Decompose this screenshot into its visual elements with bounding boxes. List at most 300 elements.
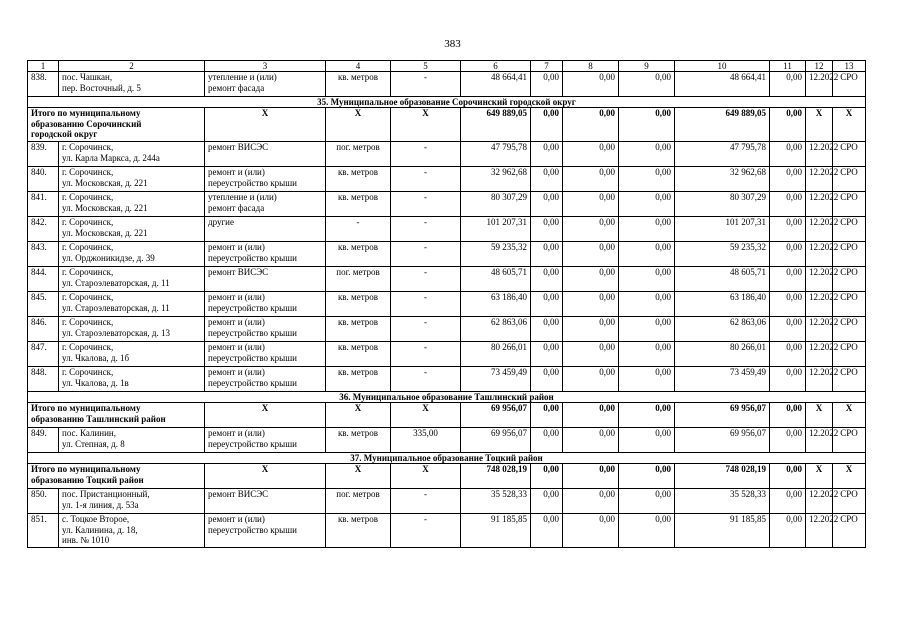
address xyxy=(59,367,205,392)
section-header-row xyxy=(28,97,866,108)
fund-1: 0,00 xyxy=(531,428,563,453)
address-line: ул. Староэлеваторская, д. 11 xyxy=(62,277,170,288)
method: Х xyxy=(833,108,866,142)
fund-2: 0,00 xyxy=(563,167,619,192)
owners-funds: 91 185,85 xyxy=(675,514,770,548)
address xyxy=(59,167,205,192)
address xyxy=(59,217,205,242)
work-type-line: ремонт и (или) xyxy=(208,242,265,252)
work-type xyxy=(205,292,326,317)
table-row xyxy=(28,292,866,317)
fund-1: 0,00 xyxy=(531,267,563,292)
method: СРО xyxy=(833,292,866,317)
row-number: 843. xyxy=(28,242,59,267)
fund-1: 0,00 xyxy=(531,292,563,317)
fund-2: 0,00 xyxy=(563,292,619,317)
row-number: 847. xyxy=(28,342,59,367)
method: СРО xyxy=(833,242,866,267)
fund-2: 0,00 xyxy=(563,267,619,292)
work-type-line: ремонт и (или) xyxy=(208,514,265,524)
fund-3: 0,00 xyxy=(619,142,675,167)
fund-3: 0,00 xyxy=(619,317,675,342)
column-number: 2 xyxy=(59,61,205,72)
fund-1: 0,00 xyxy=(531,108,563,142)
address xyxy=(59,342,205,367)
quantity: - xyxy=(391,217,461,242)
fund-2: 0,00 xyxy=(563,242,619,267)
quantity: - xyxy=(391,242,461,267)
work-type xyxy=(205,428,326,453)
fund-3: 0,00 xyxy=(619,514,675,548)
quantity: 335,00 xyxy=(391,428,461,453)
total-cost: 91 185,85 xyxy=(461,514,531,548)
work-type-line: переустройство крыши xyxy=(208,377,297,388)
row-number: 850. xyxy=(28,489,59,514)
other-funds: 0,00 xyxy=(770,514,806,548)
column-number: 3 xyxy=(205,61,326,72)
fund-3: 0,00 xyxy=(619,242,675,267)
work-type-line: ремонт и (или) xyxy=(208,367,265,377)
work-type: Х xyxy=(205,464,326,489)
address-line: ул. Карла Маркса, д. 244а xyxy=(62,152,160,163)
work-type-line: переустройство крыши xyxy=(208,252,297,263)
work-type-line: ремонт ВИСЭС xyxy=(208,267,269,277)
table-row xyxy=(28,367,866,392)
work-type-line: ремонт ВИСЭС xyxy=(208,489,269,499)
total-cost: 80 266,01 xyxy=(461,342,531,367)
subtotal-label-line: городской округ xyxy=(31,129,98,139)
page-number: 383 xyxy=(444,38,461,50)
work-type-line: переустройство крыши xyxy=(208,177,297,188)
address-line: пос. Чашкан, xyxy=(62,72,113,82)
completion-date: 12.2022 xyxy=(806,489,833,514)
method: СРО xyxy=(833,317,866,342)
unit: кв. метров xyxy=(326,242,391,267)
fund-3: 0,00 xyxy=(619,292,675,317)
address-line: ул. Староэлеваторская, д. 13 xyxy=(62,327,170,338)
address xyxy=(59,514,205,548)
address-line: г. Сорочинск, xyxy=(62,217,114,227)
fund-3: 0,00 xyxy=(619,267,675,292)
total-cost: 69 956,07 xyxy=(461,403,531,428)
other-funds: 0,00 xyxy=(770,217,806,242)
work-type-line: утепление и (или) xyxy=(208,192,277,202)
owners-funds: 35 528,33 xyxy=(675,489,770,514)
method: СРО xyxy=(833,514,866,548)
other-funds: 0,00 xyxy=(770,464,806,489)
work-type xyxy=(205,342,326,367)
completion-date: 12.2022 xyxy=(806,72,833,97)
completion-date: 12.2022 xyxy=(806,167,833,192)
work-type-line: ремонт ВИСЭС xyxy=(208,142,269,152)
total-cost: 32 962,68 xyxy=(461,167,531,192)
work-type xyxy=(205,267,326,292)
address-line: пос. Калинин, xyxy=(62,428,116,438)
other-funds: 0,00 xyxy=(770,72,806,97)
completion-date: Х xyxy=(806,403,833,428)
address xyxy=(59,267,205,292)
fund-1: 0,00 xyxy=(531,192,563,217)
fund-1: 0,00 xyxy=(531,242,563,267)
fund-1: 0,00 xyxy=(531,342,563,367)
address-line: ул. Московская, д. 221 xyxy=(62,177,148,188)
other-funds: 0,00 xyxy=(770,242,806,267)
method: СРО xyxy=(833,367,866,392)
address-line: ул. 1-я линия, д. 53а xyxy=(62,499,139,510)
completion-date: 12.2022 xyxy=(806,242,833,267)
address-line: ул. Московская, д. 221 xyxy=(62,227,148,238)
total-cost: 69 956,07 xyxy=(461,428,531,453)
unit: Х xyxy=(326,464,391,489)
address xyxy=(59,428,205,453)
method: СРО xyxy=(833,267,866,292)
address-line: ул. Чкалова, д. 1в xyxy=(62,377,129,388)
address-line: г. Сорочинск, xyxy=(62,292,114,302)
address-line: ул. Степная, д. 8 xyxy=(62,438,125,449)
unit: кв. метров xyxy=(326,342,391,367)
total-cost: 73 459,49 xyxy=(461,367,531,392)
quantity: - xyxy=(391,267,461,292)
subtotal-label xyxy=(28,464,205,489)
address xyxy=(59,142,205,167)
column-number: 12 xyxy=(806,61,833,72)
other-funds: 0,00 xyxy=(770,292,806,317)
work-type xyxy=(205,489,326,514)
unit: - xyxy=(326,217,391,242)
table-row xyxy=(28,72,866,97)
table-row xyxy=(28,514,866,548)
work-type xyxy=(205,242,326,267)
work-type-line: ремонт фасада xyxy=(208,202,265,213)
fund-1: 0,00 xyxy=(531,367,563,392)
quantity: - xyxy=(391,142,461,167)
fund-2: 0,00 xyxy=(563,367,619,392)
row-number: 838. xyxy=(28,72,59,97)
work-type: Х xyxy=(205,403,326,428)
address-line: с. Тоцкое Второе, xyxy=(62,514,130,524)
method: СРО xyxy=(833,142,866,167)
fund-3: 0,00 xyxy=(619,403,675,428)
fund-1: 0,00 xyxy=(531,217,563,242)
fund-2: 0,00 xyxy=(563,317,619,342)
quantity: Х xyxy=(391,464,461,489)
fund-2: 0,00 xyxy=(563,142,619,167)
section-title: 37. Муниципальное образование Тоцкий район xyxy=(28,453,866,464)
column-number: 6 xyxy=(461,61,531,72)
owners-funds: 101 207,31 xyxy=(675,217,770,242)
fund-3: 0,00 xyxy=(619,342,675,367)
column-number: 8 xyxy=(563,61,619,72)
row-number: 844. xyxy=(28,267,59,292)
subtotal-row xyxy=(28,464,866,489)
work-type-line: ремонт и (или) xyxy=(208,342,265,352)
column-number: 4 xyxy=(326,61,391,72)
total-cost: 47 795,78 xyxy=(461,142,531,167)
total-cost: 48 664,41 xyxy=(461,72,531,97)
fund-1: 0,00 xyxy=(531,403,563,428)
work-type-line: другие xyxy=(208,217,234,227)
table-row xyxy=(28,428,866,453)
column-number: 11 xyxy=(770,61,806,72)
work-type xyxy=(205,72,326,97)
fund-2: 0,00 xyxy=(563,464,619,489)
quantity: - xyxy=(391,342,461,367)
fund-2: 0,00 xyxy=(563,72,619,97)
fund-3: 0,00 xyxy=(619,489,675,514)
address-line: ул. Орджоникидзе, д. 39 xyxy=(62,252,155,263)
subtotal-label-line: образованию Сорочинский xyxy=(31,118,142,129)
fund-2: 0,00 xyxy=(563,217,619,242)
subtotal-label xyxy=(28,403,205,428)
method: СРО xyxy=(833,342,866,367)
row-number: 846. xyxy=(28,317,59,342)
address-line: ул. Чкалова, д. 1б xyxy=(62,352,130,363)
table-row xyxy=(28,217,866,242)
completion-date: Х xyxy=(806,464,833,489)
unit: кв. метров xyxy=(326,72,391,97)
quantity: - xyxy=(391,292,461,317)
unit: кв. метров xyxy=(326,514,391,548)
address xyxy=(59,192,205,217)
section-header-row xyxy=(28,392,866,403)
completion-date: 12.2022 xyxy=(806,342,833,367)
address-line: г. Сорочинск, xyxy=(62,267,114,277)
total-cost: 649 889,05 xyxy=(461,108,531,142)
address xyxy=(59,292,205,317)
owners-funds: 649 889,05 xyxy=(675,108,770,142)
subtotal-label-line: Итого по муниципальному xyxy=(31,108,141,118)
owners-funds: 62 863,06 xyxy=(675,317,770,342)
owners-funds: 69 956,07 xyxy=(675,428,770,453)
subtotal-row xyxy=(28,108,866,142)
subtotal-row xyxy=(28,403,866,428)
address-line: пер. Восточный, д. 5 xyxy=(62,82,141,93)
row-number: 841. xyxy=(28,192,59,217)
capital-repair-table xyxy=(27,60,866,548)
subtotal-label-line: Итого по муниципальному xyxy=(31,403,141,413)
other-funds: 0,00 xyxy=(770,142,806,167)
completion-date: 12.2022 xyxy=(806,142,833,167)
unit: Х xyxy=(326,403,391,428)
address xyxy=(59,72,205,97)
address-line: г. Сорочинск, xyxy=(62,192,114,202)
unit: пог. метров xyxy=(326,489,391,514)
owners-funds: 47 795,78 xyxy=(675,142,770,167)
column-number: 7 xyxy=(531,61,563,72)
unit: Х xyxy=(326,108,391,142)
row-number: 845. xyxy=(28,292,59,317)
work-type xyxy=(205,217,326,242)
section-title: 35. Муниципальное образование Сорочинский городской округ xyxy=(28,97,866,108)
subtotal-label xyxy=(28,108,205,142)
row-number: 849. xyxy=(28,428,59,453)
table-row xyxy=(28,267,866,292)
work-type-line: переустройство крыши xyxy=(208,327,297,338)
fund-3: 0,00 xyxy=(619,108,675,142)
owners-funds: 80 266,01 xyxy=(675,342,770,367)
fund-3: 0,00 xyxy=(619,428,675,453)
unit: кв. метров xyxy=(326,192,391,217)
unit: пог. метров xyxy=(326,142,391,167)
total-cost: 80 307,29 xyxy=(461,192,531,217)
total-cost: 62 863,06 xyxy=(461,317,531,342)
total-cost: 35 528,33 xyxy=(461,489,531,514)
method: СРО xyxy=(833,167,866,192)
other-funds: 0,00 xyxy=(770,167,806,192)
work-type-line: ремонт фасада xyxy=(208,82,265,93)
address xyxy=(59,317,205,342)
quantity: Х xyxy=(391,403,461,428)
column-number: 1 xyxy=(28,61,59,72)
address-line: ул. Московская, д. 221 xyxy=(62,202,148,213)
fund-2: 0,00 xyxy=(563,428,619,453)
total-cost: 748 028,19 xyxy=(461,464,531,489)
quantity: - xyxy=(391,489,461,514)
completion-date: 12.2022 xyxy=(806,267,833,292)
method: СРО xyxy=(833,489,866,514)
total-cost: 48 605,71 xyxy=(461,267,531,292)
fund-3: 0,00 xyxy=(619,192,675,217)
address-line: г. Сорочинск, xyxy=(62,342,114,352)
column-number-row xyxy=(28,61,866,72)
column-number: 10 xyxy=(675,61,770,72)
other-funds: 0,00 xyxy=(770,317,806,342)
work-type: Х xyxy=(205,108,326,142)
column-number: 9 xyxy=(619,61,675,72)
work-type-line: ремонт и (или) xyxy=(208,292,265,302)
section-title: 36. Муниципальное образование Ташлинский район xyxy=(28,392,866,403)
table-row xyxy=(28,142,866,167)
fund-2: 0,00 xyxy=(563,192,619,217)
work-type-line: переустройство крыши xyxy=(208,524,297,535)
other-funds: 0,00 xyxy=(770,192,806,217)
fund-1: 0,00 xyxy=(531,167,563,192)
owners-funds: 48 664,41 xyxy=(675,72,770,97)
work-type xyxy=(205,514,326,548)
other-funds: 0,00 xyxy=(770,367,806,392)
row-number: 840. xyxy=(28,167,59,192)
owners-funds: 748 028,19 xyxy=(675,464,770,489)
address-line: инв. № 1010 xyxy=(62,535,110,545)
address-line: г. Сорочинск, xyxy=(62,367,114,377)
other-funds: 0,00 xyxy=(770,403,806,428)
table-row xyxy=(28,317,866,342)
subtotal-label-line: Итого по муниципальному xyxy=(31,464,141,474)
row-number: 842. xyxy=(28,217,59,242)
row-number: 839. xyxy=(28,142,59,167)
table-row xyxy=(28,242,866,267)
unit: кв. метров xyxy=(326,428,391,453)
fund-2: 0,00 xyxy=(563,108,619,142)
other-funds: 0,00 xyxy=(770,342,806,367)
work-type xyxy=(205,192,326,217)
table-row xyxy=(28,342,866,367)
completion-date: 12.2022 xyxy=(806,292,833,317)
column-number: 13 xyxy=(833,61,866,72)
address xyxy=(59,489,205,514)
method: СРО xyxy=(833,217,866,242)
quantity: - xyxy=(391,317,461,342)
owners-funds: 63 186,40 xyxy=(675,292,770,317)
completion-date: 12.2022 xyxy=(806,428,833,453)
quantity: - xyxy=(391,514,461,548)
owners-funds: 69 956,07 xyxy=(675,403,770,428)
subtotal-label-line: образованию Тоцкий район xyxy=(31,474,144,485)
fund-2: 0,00 xyxy=(563,514,619,548)
fund-3: 0,00 xyxy=(619,367,675,392)
unit: кв. метров xyxy=(326,167,391,192)
row-number: 848. xyxy=(28,367,59,392)
fund-3: 0,00 xyxy=(619,217,675,242)
work-type-line: переустройство крыши xyxy=(208,352,297,363)
subtotal-label-line: образованию Ташлинский район xyxy=(31,413,166,424)
work-type xyxy=(205,167,326,192)
unit: кв. метров xyxy=(326,292,391,317)
row-number: 851. xyxy=(28,514,59,548)
other-funds: 0,00 xyxy=(770,267,806,292)
address-line: г. Сорочинск, xyxy=(62,317,114,327)
method: Х xyxy=(833,464,866,489)
fund-2: 0,00 xyxy=(563,403,619,428)
owners-funds: 59 235,32 xyxy=(675,242,770,267)
other-funds: 0,00 xyxy=(770,428,806,453)
table-row xyxy=(28,167,866,192)
fund-3: 0,00 xyxy=(619,72,675,97)
quantity: - xyxy=(391,72,461,97)
address-line: пос. Пристанционный, xyxy=(62,489,150,499)
table-row xyxy=(28,192,866,217)
completion-date: 12.2022 xyxy=(806,217,833,242)
method: СРО xyxy=(833,192,866,217)
method: СРО xyxy=(833,72,866,97)
total-cost: 59 235,32 xyxy=(461,242,531,267)
section-header-row xyxy=(28,453,866,464)
address-line: ул. Староэлеваторская, д. 11 xyxy=(62,302,170,313)
total-cost: 63 186,40 xyxy=(461,292,531,317)
other-funds: 0,00 xyxy=(770,108,806,142)
fund-3: 0,00 xyxy=(619,464,675,489)
work-type-line: переустройство крыши xyxy=(208,302,297,313)
completion-date: 12.2022 xyxy=(806,192,833,217)
work-type-line: ремонт и (или) xyxy=(208,167,265,177)
completion-date: 12.2022 xyxy=(806,317,833,342)
table-body xyxy=(28,61,866,548)
owners-funds: 48 605,71 xyxy=(675,267,770,292)
work-type xyxy=(205,142,326,167)
fund-1: 0,00 xyxy=(531,489,563,514)
completion-date: 12.2022 xyxy=(806,367,833,392)
other-funds: 0,00 xyxy=(770,489,806,514)
unit: пог. метров xyxy=(326,267,391,292)
address-line: г. Сорочинск, xyxy=(62,142,114,152)
work-type-line: ремонт и (или) xyxy=(208,317,265,327)
method: СРО xyxy=(833,428,866,453)
fund-1: 0,00 xyxy=(531,317,563,342)
fund-1: 0,00 xyxy=(531,72,563,97)
completion-date: 12.2022 xyxy=(806,514,833,548)
work-type-line: ремонт и (или) xyxy=(208,428,265,438)
quantity: - xyxy=(391,192,461,217)
column-number: 5 xyxy=(391,61,461,72)
fund-2: 0,00 xyxy=(563,489,619,514)
owners-funds: 73 459,49 xyxy=(675,367,770,392)
fund-1: 0,00 xyxy=(531,142,563,167)
quantity: Х xyxy=(391,108,461,142)
quantity: - xyxy=(391,167,461,192)
quantity: - xyxy=(391,367,461,392)
total-cost: 101 207,31 xyxy=(461,217,531,242)
fund-3: 0,00 xyxy=(619,167,675,192)
